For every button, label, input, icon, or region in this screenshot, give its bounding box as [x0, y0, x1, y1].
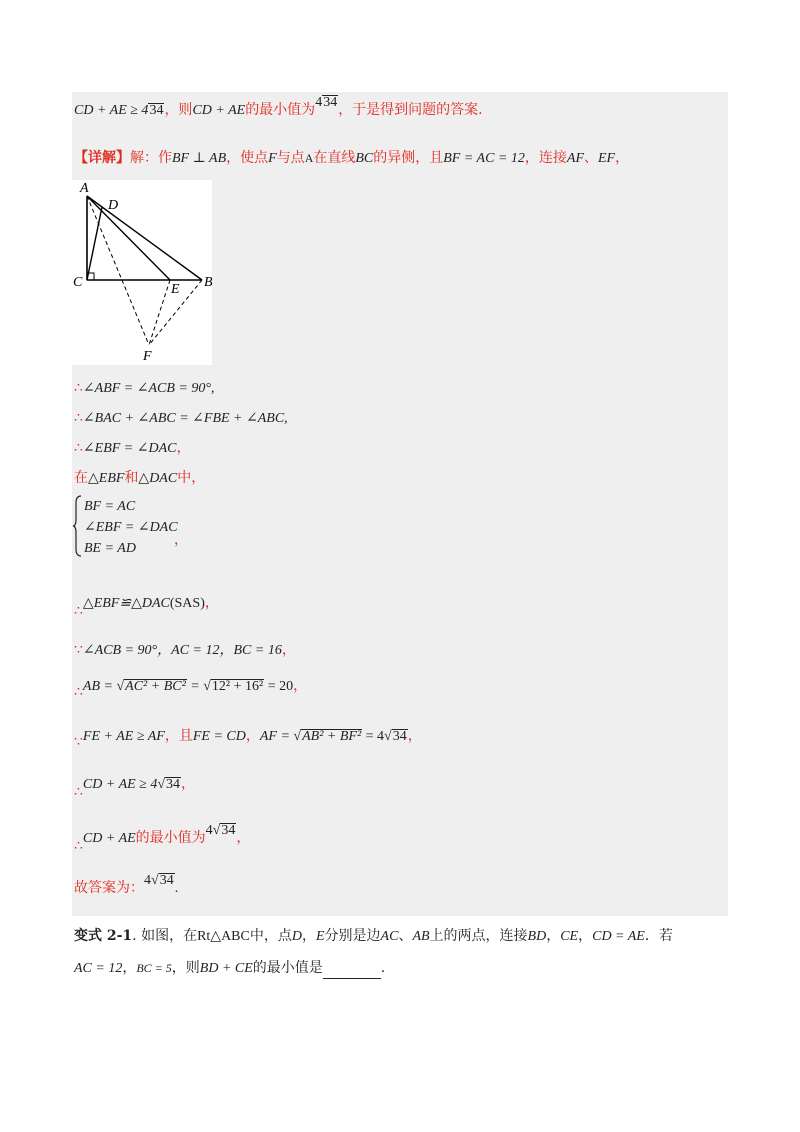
detail-text-6: ，连接 [524, 150, 567, 166]
therefore-symbol: ∴ [74, 440, 83, 456]
punct: . [174, 881, 179, 896]
step-2-expr: ∠BAC + ∠ABC = ∠FBE + ∠ABC, [82, 411, 288, 426]
sas-label: (SAS) [169, 596, 205, 611]
step-4 [74, 468, 205, 489]
step-1-expr: ∠ABF = ∠ACB = 90°, [82, 381, 215, 396]
detail-tag: 【详解】 [74, 150, 130, 166]
therefore-symbol: ∴ [74, 603, 83, 619]
congruence-expr: △EBF≌△DAC [82, 596, 170, 611]
text-and: ，且 [164, 728, 193, 744]
sys-eq-1: BF = AC [84, 499, 136, 514]
sqrt-34-b: 34 [323, 95, 338, 110]
segment-CD [87, 207, 102, 280]
label-B: B [204, 275, 212, 290]
text-conclusion: ，于是得到问题的答案. [338, 102, 483, 118]
variant-math-9: AC = 12 [74, 961, 123, 976]
triangle-inequality: FE + AE ≥ AF [82, 729, 165, 744]
min-value: 4√ [205, 823, 221, 838]
sys-eq-3: BE = AD [84, 541, 136, 556]
text-and: 和 [124, 470, 139, 486]
answer-blank[interactable] [323, 964, 381, 979]
radicand-2: 12² + 16² [211, 679, 264, 694]
because-symbol: ∵ [74, 734, 83, 750]
step-1 [74, 378, 214, 399]
punct: ， [293, 678, 308, 694]
variant-math-4: AC [380, 929, 399, 944]
system-eq-2 [84, 517, 178, 538]
detail-text-1: 解：作 [130, 150, 172, 166]
detail-text-7: 、 [584, 150, 598, 166]
variant-text-6: 上的两点，连接 [429, 928, 528, 944]
final-inequality: CD + AE ≥ 4√ [82, 777, 166, 792]
radicand-1: AC² + BC² [125, 679, 186, 694]
text-in: 在 [74, 470, 88, 486]
answer-label: 故答案为： [74, 880, 144, 896]
sum-expr: CD + AE [192, 103, 246, 118]
therefore-symbol: ∴ [74, 784, 83, 800]
therefore-symbol: ∴ [74, 684, 83, 700]
segment-EF [149, 280, 170, 345]
radicand-34: 34 [392, 729, 407, 744]
sum-expr: CD + AE [82, 831, 136, 846]
variant-math-7: CE [560, 929, 579, 944]
variant-text-7: ， [546, 928, 561, 944]
text-min-value: 的最小值为 [245, 102, 316, 118]
sqrt-34: 34 [149, 103, 164, 118]
punct: ， [204, 595, 219, 611]
detail-math-6: AF [566, 151, 584, 166]
ab-result: = 20 [264, 679, 294, 694]
detail-text-4: 在直线 [313, 150, 356, 166]
step-3 [74, 438, 191, 459]
variant-text-5: 、 [398, 928, 413, 944]
af-expr: AF = √ [259, 729, 302, 744]
variant-text-8: ， [578, 928, 593, 944]
punct: ， [245, 728, 260, 744]
variant-text-2: 中，点 [249, 928, 292, 944]
step-6 [74, 640, 296, 661]
therefore-symbol: ∴ [74, 410, 83, 426]
because-symbol: ∵ [74, 642, 83, 658]
text-then: ，则 [164, 102, 193, 118]
punct: ， [407, 728, 422, 744]
step-9 [74, 774, 196, 800]
geometry-figure [72, 180, 212, 365]
variant-text-1: . 如图，在 [132, 928, 198, 944]
variant-line-1 [74, 926, 673, 947]
therefore-symbol: ∴ [74, 838, 83, 854]
detail-text-2: ，使点 [226, 150, 269, 166]
detail-text-8: ， [615, 150, 630, 166]
fe-eq-cd: FE = CD [192, 729, 246, 744]
detail-math-3: A [304, 151, 314, 165]
detail-math-7: EF [598, 151, 616, 166]
text-min-value: 的最小值为 [135, 830, 206, 846]
variant-math-8: CD = AE [592, 929, 645, 944]
system-eq-3 [84, 538, 136, 559]
answer-value: 4√ [144, 873, 159, 888]
analysis-conclusion [74, 95, 483, 121]
detail-text-3: 与点 [276, 150, 305, 166]
system-eq-1 [84, 496, 135, 517]
label-D: D [108, 198, 119, 213]
detail-math-5: BF = AC = 12 [443, 151, 525, 166]
variant-text-13: . [380, 960, 386, 976]
radicand-34: 34 [166, 777, 181, 792]
step-5 [74, 593, 219, 619]
label-E: E [171, 282, 180, 297]
detail-math-1: BF ⊥ AB [172, 151, 227, 166]
segment-AE [87, 196, 170, 280]
variant-math-10: BC = 5 [136, 961, 172, 975]
label-C: C [73, 275, 83, 290]
answer-line [74, 873, 179, 899]
punct: ， [181, 776, 196, 792]
punct: ， [174, 532, 188, 548]
variant-text-10: ， [122, 960, 137, 976]
af-value: = 4√ [362, 729, 392, 744]
therefore-symbol: ∴ [74, 380, 83, 396]
variant-text-3: ， [301, 928, 316, 944]
label-A: A [80, 181, 89, 196]
variant-title: 变式 2-1 [74, 928, 133, 944]
variant-text-11: ，则 [171, 960, 200, 976]
triangle-DAC: △DAC [138, 471, 178, 486]
variant-math-5: AB [412, 929, 430, 944]
radicand-34: 34 [221, 823, 236, 838]
variant-text-12: 的最小值是 [252, 960, 323, 976]
radicand-af: AB² + BF² [302, 729, 362, 744]
detail-line [74, 148, 629, 169]
system-end [174, 530, 188, 550]
eq-sign: = √ [186, 679, 211, 694]
step-8 [74, 726, 422, 750]
variant-text-9: ．若 [644, 928, 673, 944]
punct: ， [176, 440, 191, 456]
detail-math-4: BC [355, 151, 374, 166]
sys-eq-2: ∠EBF = ∠DAC [84, 520, 178, 535]
detail-text-5: 的异侧，且 [373, 150, 444, 166]
given-values: ∠ACB = 90°，AC = 12，BC = 16 [82, 643, 282, 658]
detail-math-2: F [268, 151, 277, 166]
label-F: F [143, 349, 152, 364]
triangle-EBF: △EBF [88, 471, 125, 486]
radicand-34: 34 [159, 873, 174, 888]
variant-line-2 [74, 958, 385, 979]
step-10 [74, 823, 251, 854]
text-among: 中， [177, 470, 206, 486]
variant-math-11: BD + CE [199, 961, 253, 976]
punct: ， [236, 830, 251, 846]
punct: ， [281, 642, 296, 658]
ab-expr: AB = √ [82, 679, 125, 694]
step-2 [74, 408, 288, 429]
step-7 [74, 676, 308, 700]
variant-math-3: E [315, 929, 325, 944]
step-3-expr: ∠EBF = ∠DAC [82, 441, 177, 456]
variant-math-6: BD [527, 929, 547, 944]
triangle-diagram [72, 180, 212, 365]
brace-icon [72, 495, 82, 557]
variant-math-1: Rt△ABC [197, 929, 250, 944]
min-coef: 4 [315, 95, 323, 110]
inequality-expr: CD + AE ≥ 4 [74, 103, 149, 118]
variant-math-2: D [291, 929, 302, 944]
variant-text-4: 分别是边 [324, 928, 381, 944]
